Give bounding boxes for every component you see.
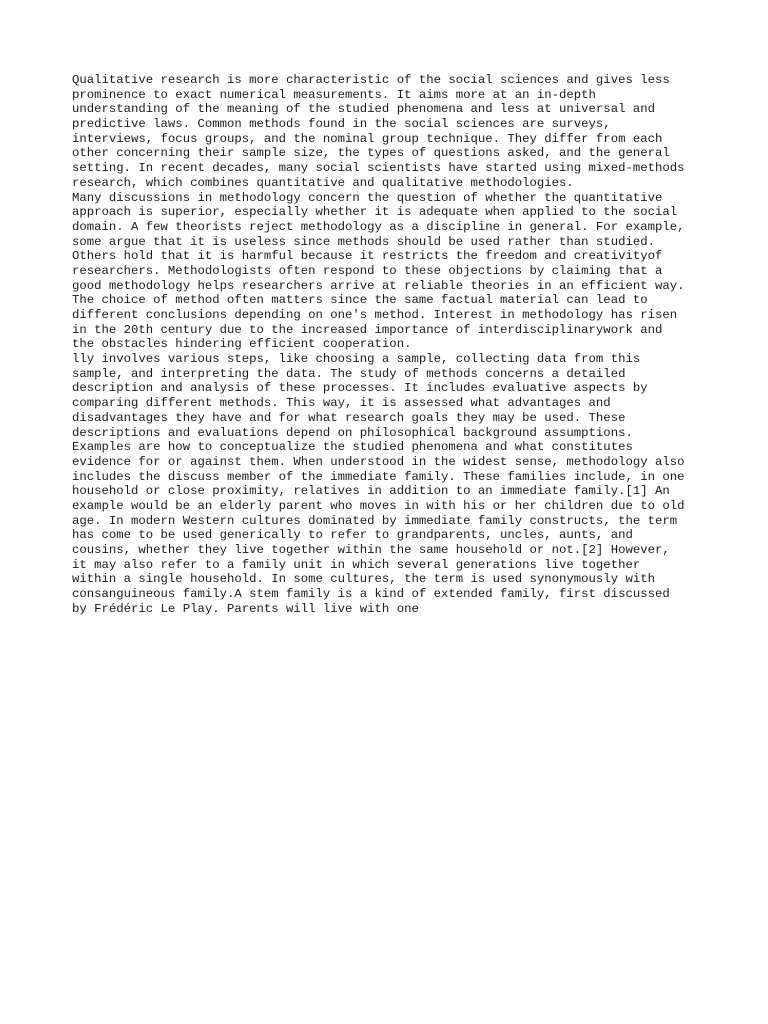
text-line-37: by Frédéric Le Play. Parents will live with one [72, 601, 419, 616]
text-line-35: within a single household. In some cultures, the term is used synonymously with [72, 572, 655, 587]
text-line-27: evidence for or against them. When understood in the widest sense, methodology also [72, 454, 685, 469]
text-line-2: prominence to exact numerical measurements. It aims more at an in-depth [72, 87, 596, 102]
text-line-25: descriptions and evaluations depend on philosophical background assumptions. [72, 425, 633, 440]
text-line-15: good methodology helps researchers arrive at reliable theories in an efficient way. [72, 278, 685, 293]
text-line-31: age. In modern Western cultures dominated by immediate family constructs, the term [72, 513, 678, 528]
text-line-12: some argue that it is useless since methods should be used rather than studied. [72, 234, 655, 249]
text-line-17: different conclusions depending on one's method. Interest in methodology has risen [72, 308, 678, 322]
text-line-28: includes the discuss member of the immediate family. These families include, in one [72, 469, 685, 484]
text-line-21: sample, and interpreting the data. The study of methods concerns a detailed [72, 366, 626, 381]
text-line-23: comparing different methods. This way, it is assessed what advantages and [72, 396, 611, 411]
text-line-5: interviews, focus groups, and the nominal group technique. They differ from each [72, 131, 663, 146]
text-line-8: research, which combines quantitative and qualitative methodologies. [72, 175, 574, 190]
text-line-36: consanguineous family.A stem family is a kind of extended family, first discussed [72, 587, 670, 602]
document-body [72, 73, 704, 616]
text-line-19: the obstacles hindering efficient cooperation. [72, 337, 412, 352]
text-line-32: has come to be used generically to refer to grandparents, uncles, aunts, and [72, 528, 633, 543]
text-line-13: Others hold that it is harmful because it restricts the freedom and creativityof [72, 249, 663, 264]
text-line-4: predictive laws. Common methods found in the social sciences are surveys, [72, 117, 611, 132]
text-line-3: understanding of the meaning of the studied phenomena and less at universal and [72, 102, 655, 117]
text-line-11: domain. A few theorists reject methodology as a discipline in general. For example, [72, 219, 685, 234]
text-line-29: household or close proximity, relatives in addition to an immediate family.[1] An [72, 484, 670, 499]
text-line-24: disadvantages they have and for what research goals they may be used. These [72, 410, 626, 425]
text-line-9: Many discussions in methodology concern the question of whether the quantitative [72, 190, 663, 205]
text-line-14: researchers. Methodologists often respond to these objections by claiming that a [72, 263, 663, 278]
text-line-30: example would be an elderly parent who moves in with his or her children due to old [72, 498, 685, 513]
text-line-34: it may also refer to a family unit in which several generations live together [72, 557, 641, 572]
text-line-10: approach is superior, especially whether it is adequate when applied to the social [72, 205, 678, 220]
text-line-7: setting. In recent decades, many social scientists have started using mixed-methods [72, 161, 685, 176]
text-line-16: The choice of method often matters since the same factual material can lead to [72, 293, 648, 308]
text-line-1: Qualitative research is more characteristic of the social sciences and gives less [72, 73, 670, 87]
text-line-20: lly involves various steps, like choosing a sample, collecting data from this [72, 352, 641, 367]
text-line-6: other concerning their sample size, the types of questions asked, and the general [72, 146, 670, 161]
text-line-26: Examples are how to conceptualize the studied phenomena and what constitutes [72, 440, 633, 455]
text-line-22: description and analysis of these processes. It includes evaluative aspects by [72, 381, 648, 396]
text-line-18: in the 20th century due to the increased importance of interdisciplinarywork and [72, 322, 663, 337]
text-line-33: cousins, whether they live together within the same household or not.[2] However, [72, 543, 670, 557]
